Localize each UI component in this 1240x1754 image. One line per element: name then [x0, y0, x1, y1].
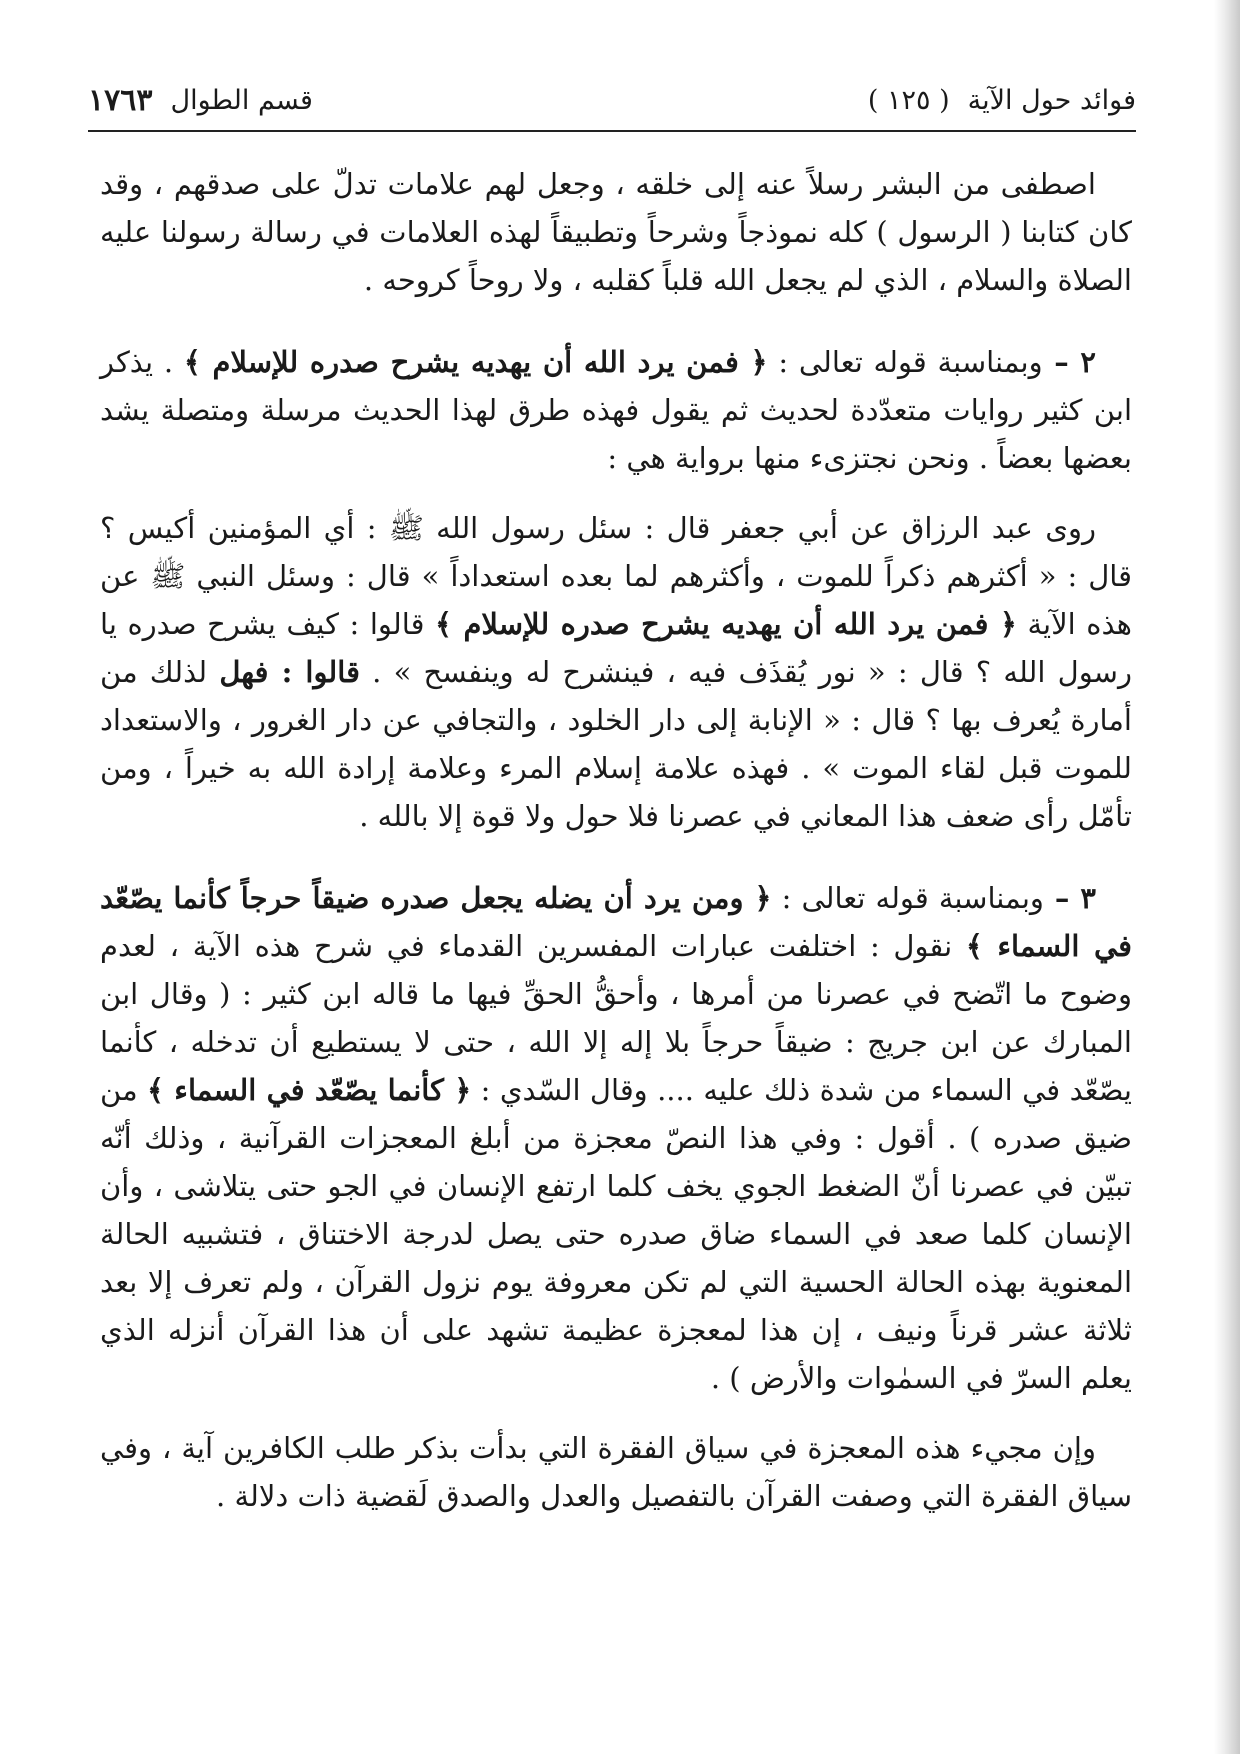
- quran-quote: ﴿ ومن يرد أن يضله يجعل صدره ضيقاً حرجاً كأنما يصّعّد في السماء ﴾: [100, 881, 1132, 963]
- text-segment: وبمناسبة قوله تعالى :: [767, 345, 1043, 379]
- paragraph-4: [100, 874, 1132, 1402]
- section-name: قسم الطوال: [170, 84, 313, 116]
- quran-quote: ﴿ فمن يرد الله أن يهديه يشرح صدره للإسلام ﴾: [435, 607, 1017, 641]
- text-segment: . يذكر ابن كثير روايات متعدّدة لحديث ثم يقول فهذه طرق لهذا الحديث مرسلة ومتصلة يشد بعضها بعضاً . ونحن نجتزىء منها برواية هي :: [100, 345, 1132, 475]
- page-number: ١٧٦٣: [88, 82, 153, 118]
- quran-quote: ﴿ كأنما يصّعّد في السماء ﴾: [147, 1073, 472, 1107]
- surah-title: فوائد حول الآية: [967, 84, 1136, 116]
- text-segment: لذلك من أمارة يُعرف بها ؟ قال : « الإنابة إلى دار الخلود ، والتجافي عن دار الغرور ، والاستعداد للموت قبل لقاء الموت » . فهذه علامة إسلام المرء وعلامة إرادة الله به خيراً ، ومن تأمّل رأى ضعف هذا المعاني في عصرنا فلا حول ولا قوة إلا بالله .: [100, 655, 1132, 833]
- page-body: [100, 160, 1132, 1694]
- text-segment: اصطفى من البشر رسلاً عنه إلى خلقه ، وجعل لهم علامات تدلّ على صدقهم ، وقد كان كتابنا ( الرسول ) كله نموذجاً وشرحاً وتطبيقاً لهذه العلامات في رسالة رسولنا عليه الصلاة والسلام ، الذي لم يجعل الله قلباً كقلبه ، ولا روحاً كروحه .: [100, 167, 1132, 297]
- text-segment: قالوا : كيف يشرح صدره يا رسول الله ؟ قال : « نور يُقذَف فيه ، فينشرح له وينفسح » .: [100, 607, 1132, 689]
- text-segment: وبمناسبة قوله تعالى :: [771, 881, 1044, 915]
- header-left: [88, 83, 313, 118]
- verse-reference: ( ١٢٥ ): [867, 84, 950, 116]
- text-segment: وإن مجيء هذه المعجزة في سياق الفقرة التي بدأت بذكر طلب الكافرين آية ، وفي سياق الفقرة التي وصفت القرآن بالتفصيل والعدل والصدق لَقضية ذات دلالة .: [100, 1431, 1132, 1513]
- paragraph-5: [100, 1424, 1132, 1520]
- item-number: ٢ –: [1042, 345, 1096, 379]
- running-header: [88, 70, 1136, 132]
- paragraph-2: [100, 338, 1132, 482]
- quran-quote: ﴿ فمن يرد الله أن يهديه يشرح صدره للإسلام ﴾: [183, 345, 768, 379]
- bold-phrase: قالوا : فهل: [219, 655, 360, 689]
- text-segment: من ضيق صدره ) . أقول : وفي هذا النصّ معجزة من أبلغ المعجزات القرآنية ، وذلك أنّه تبيّن في عصرنا أنّ الضغط الجوي يخف كلما ارتفع الإنسان في الجو حتى يتلاشى ، وأن الإنسان كلما صعد في السماء ضاق صدره حتى يصل لدرجة الاختناق ، فتشبيه الحالة المعنوية بهذه الحالة الحسية التي لم تكن معروفة يوم نزول القرآن ، ولم تعرف إلا بعد ثلاثة عشر قرناً ونيف ، إن هذا لمعجزة عظيمة تشهد على أن هذا القرآن أنزله الذي يعلم السرّ في السمٰوات والأرض ) .: [100, 1073, 1132, 1395]
- item-number: ٣ –: [1043, 881, 1096, 915]
- text-segment: نقول : اختلفت عبارات المفسرين القدماء في شرح هذه الآية ، لعدم وضوح ما اتّضح في عصرنا من أمرها ، وأحقُّ الحقِّ فيها ما قاله ابن كثير : ( وقال ابن المبارك عن ابن جريج : ضيقاً حرجاً بلا إله إلا الله ، حتى لا يستطيع أن تدخله ، كأنما يصّعّد في السماء من شدة ذلك عليه .... وقال السّدي :: [100, 929, 1133, 1107]
- header-right: [868, 85, 1136, 116]
- page-edge-shadow: [1214, 0, 1240, 1754]
- text-segment: روى عبد الرزاق عن أبي جعفر قال : سئل رسول الله ﷺ : أي المؤمنين أكيس ؟ قال : « أكثرهم ذكراً للموت ، وأكثرهم لما بعده استعداداً » قال : وسئل النبي ﷺ عن هذه الآية: [100, 511, 1132, 641]
- paragraph-3: [100, 504, 1132, 840]
- paragraph-1: [100, 160, 1132, 304]
